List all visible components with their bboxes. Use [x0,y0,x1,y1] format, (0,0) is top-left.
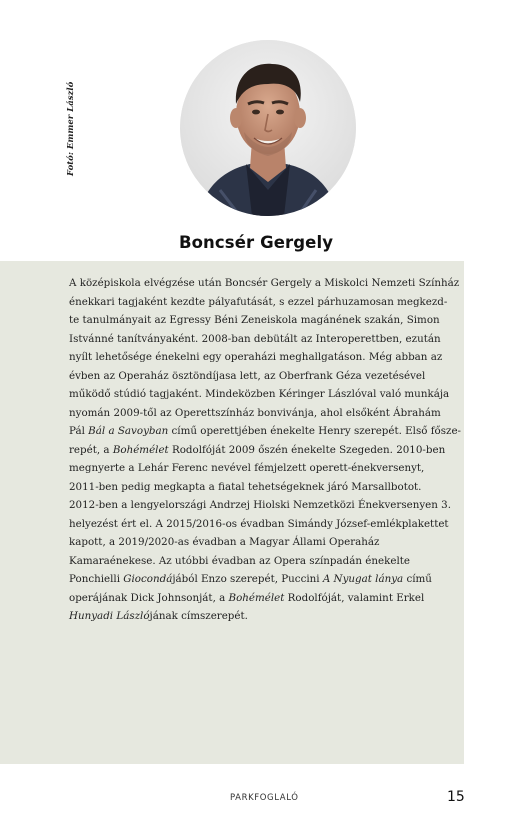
photo-credit: Fotó: Emmer László [66,81,76,176]
bio-text-segment: kapott, a 2019/2020-as évadban a Magyar Állami Operaház [69,536,380,548]
bio-line [69,330,458,349]
bio-line [69,293,458,312]
bio-line [69,478,458,497]
bio-line [69,348,458,367]
bio-line [69,570,458,589]
bio-text [69,274,462,626]
bio-text-segment: Kamaraénekese. Az utóbbi évadban az Opera színpadán énekelte [69,554,410,567]
bio-text-segment: operájának Dick Johnsonját, a [69,591,229,604]
bio-italic-title: A Nyugat lánya [322,573,404,585]
bio-line [69,422,462,441]
bio-line [69,496,458,515]
bio-line [69,589,458,608]
bio-italic-title: Bál a Savoyban [88,425,169,437]
bio-text-segment: nyílt lehetősége énekelni egy operaházi meghallgatáson. Még abban az [69,351,443,363]
bio-italic-title: Bohémélet [112,443,169,456]
bio-line [69,385,458,404]
bio-text-segment: Istvánné tanítványaként. 2008-ban debütált az Interoperettben, ezután [69,332,441,345]
bio-line [69,404,458,423]
bio-text-segment: A középiskola elvégzése után Boncsér Gergely a Miskolci Nemzeti Színház [69,277,460,289]
bio-italic-title: Giocondá [123,573,173,585]
bio-text-segment: 2012-ben a lengyelországi Andrzej Hiolski Nemzetközi Énekversenyen 3. [69,499,451,511]
bio-line [69,607,458,626]
bio-text-segment: Ponchielli [69,573,124,585]
bio-line [69,311,458,330]
bio-text-segment: te tanulmányait az Egressy Béni Zeneiskola magánének szakán, Simon [69,314,440,326]
bio-italic-title: Bohémélet [228,591,285,604]
portrait-illustration [180,40,356,216]
page-number: 15 [447,789,465,805]
footer-label: PARKFOGLALÓ [230,793,299,803]
bio-text-segment: Rodolfóját, valamint Erkel [284,591,425,604]
bio-line [69,533,458,552]
bio-text-segment: repét, a [69,443,113,456]
bio-line [69,367,458,386]
bio-text-segment: jának címszerepét. [149,610,248,622]
bio-line [69,459,458,478]
bio-text-segment: jából Enzo szerepét, Puccini [172,573,323,585]
bio-text-segment: 2011-ben pedig megkapta a fiatal tehetségeknek járó Marsallbotot. [69,480,422,493]
bio-italic-title: Hunyadi László [69,610,150,622]
bio-text-segment: helyezést ért el. A 2015/2016-os évadban Simándy József-emlékplakettet [69,517,449,530]
bio-line [69,515,458,534]
bio-text-segment: énekkari tagjaként kezdte pályafutását, s ezzel párhuzamosan megkezd- [69,295,448,308]
bio-text-segment: című operettjében énekelte Henry szerepét. Első főszе- [168,425,462,437]
bio-text-segment: című [403,573,432,585]
bio-line [69,441,458,460]
bio-text-segment: Pál [69,425,89,437]
bio-text-segment: nyomán 2009-től az Operettszínház bonvivánja, ahol elsőként Ábrahám [69,406,441,419]
bio-text-segment: évben az Operaház ösztöndíjasa lett, az Oberfrank Géza vezetésével [69,369,426,382]
bio-text-segment: megnyerte a Lehár Ferenc nevével fémjelzett operett-énekversenyt, [69,462,425,474]
portrait-photo [180,40,356,216]
person-name: Boncsér Gergely [178,233,334,252]
bio-text-segment: működő stúdió tagjaként. Mindeközben Kéringer Lászlóval való munkája [69,388,450,400]
bio-text-segment: Rodolfóját 2009 őszén énekelte Szegeden. 2010-ben [168,443,446,456]
bio-line [69,274,458,293]
bio-line [69,552,458,571]
